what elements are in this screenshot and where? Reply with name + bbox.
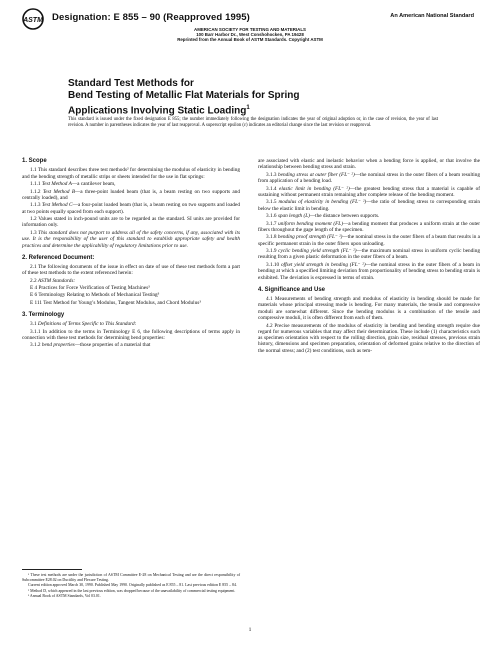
definition: 3.1.6 span length (L)—the distance between supports. [266, 213, 380, 220]
paragraph: 1.2 Values stated in inch-pound units are to be regarded as the standard. SI units are provided for information only. [22, 216, 240, 229]
section-heading: 2. Referenced Document: [22, 254, 95, 261]
publisher-line: 100 Barr Harbor Dr., West Conshohocken, PA 19428 [196, 32, 304, 38]
definition: 3.1.5 modulus of elasticity in bending (FL⁻ ²)—the ratio of bending stress to corresponding strain below the elastic limit in bending. [258, 199, 480, 212]
definition: 3.1.10 offset yield strength in bending (FL⁻ ²)—the nominal stress in the outer fibers of a beam in bending at which a specified limiting deviation from proportionality of bending stress to bending strain is exhibited. The deviation is expressed in terms of strain. [258, 261, 481, 281]
national-standard-label: An American National Standard [390, 13, 474, 19]
reference-item: E 4 Practices for Force Verification of Testing Machines³ [30, 285, 150, 292]
section-heading: 3. Terminology [22, 311, 65, 318]
publisher-info [0, 27, 500, 43]
title-line: Standard Test Methods for [68, 78, 194, 89]
definition: 3.1.9 cyclic bending yield strength (FL⁻ ²)—the maximum nominal stress in uniform cyclic bending resulting from a given plastic deformation in the outer fibers of a beam. [258, 248, 480, 261]
page-number: 1 [248, 627, 252, 633]
reference-item: E 111 Test Method for Young’s Modulus, Tangent Modulus, and Chord Modulus³ [30, 299, 201, 306]
paragraph: 4.2 Precise measurements of the modulus of elasticity in bending and bending strength require due regard for numerous variables that may affect their determination. These include (1) characteristics such as specimen orientation with respect to the rolling direction, grain size, residual stresses, previous strain history, dimensions and specimen preparation, orientation of deformed grains relative to the direction of the normal stress; and (2) test conditions, such as tem- [258, 322, 480, 354]
paragraph: 1.1.3 Test Method C—a four-point loaded beam (that is, a beam resting on two supports and loaded at two points equally spaced from each support). [22, 202, 240, 215]
footnote: Current edition approved March 30, 1990. Published May 1990. Originally published as E 855 – 81. Last previous edition E 855 – 84. [28, 583, 237, 588]
paragraph: 2.2 ASTM Standards: [30, 277, 76, 284]
paragraph: 1.1.1 Test Method A—a cantilever beam, [30, 181, 116, 188]
section-heading: 4. Significance and Use [258, 286, 326, 293]
document-title [68, 78, 448, 117]
title-footnote-mark: 1 [246, 105, 250, 111]
designation: Designation: E 855 – 90 (Reapproved 1995) [52, 12, 250, 23]
section-heading: 1. Scope [22, 158, 47, 164]
footnote: ³ Annual Book of ASTM Standards, Vol 03.01. [28, 594, 101, 599]
paragraph: 3.1.1 In addition to the terms in Terminology E 6, the following descriptions of terms apply in connection with these test methods for determining bend properties: [22, 328, 240, 341]
intro-notice: This standard is issued under the fixed designation E 855; the number immediately following the designation indicates the year of original adoption or, in the case of revision, the year of last revision. A number in parentheses indicates the year of last reapproval. A superscript epsilon (ε) indicates an editorial change since the last revision or reapproval. [68, 117, 438, 128]
publisher-line: AMERICAN SOCIETY FOR TESTING AND MATERIALS [194, 27, 306, 32]
paragraph: 3.1 Definitions of Terms Specific to This Standard: [30, 321, 137, 328]
definition: 3.1.4 elastic limit in bending (FL⁻ ²)—the greatest bending stress that a material is capable of sustaining without permanent strain remaining after complete release of the bending moment. [258, 185, 481, 198]
paragraph: 1.3 This standard does not purport to address all of the safety concerns, if any, associated with its use. It is the responsibility of the user of this standard to establish appropriate safety and health practices and determine the applicability of regulatory limitations prior to use. [22, 229, 240, 249]
definition: 3.1.3 bending stress at outer fiber (FL⁻ ²)—the nominal stress in the outer fibers of a beam resulting from application of a bending load. [258, 171, 481, 185]
left-column [22, 158, 240, 350]
paragraph: 3.1.2 bend properties—those properties of a material that [30, 342, 151, 349]
footnote: ² Method D, which appeared in the last previous edition, was dropped because of the unavailability of commercial testing equipment. [28, 588, 236, 593]
right-column [258, 158, 480, 355]
paragraph: 4.1 Measurements of bending strength and modulus of elasticity in bending should be made for materials whose principal stressing mode is bending. For many materials, the tensile and compressive moduli are somewhat different. Since the bending modulus is a combination of the tensile and compressive moduli, it is often different from each of them. [258, 296, 480, 322]
svg-text:ASTM: ASTM [23, 17, 43, 24]
paragraph: are associated with elastic and inelastic behavior when a bending force is applied, or that involve the relationship between bending stress and strain. [258, 158, 480, 171]
paragraph: 2.1 The following documents of the issue in effect on date of use of these test methods form a part of these test methods to the extent referenced herein: [22, 264, 240, 277]
footnote: ¹ These test methods are under the jurisdiction of ASTM Committee E-28 on Mechanical Testing and are the direct responsibility of Subcommittee E28.02 on Ductility and Flexure Testing. [22, 573, 240, 582]
reference-item: E 6 Terminology Relating to Methods of Mechanical Testing³ [30, 292, 160, 299]
paragraph: 1.1.2 Test Method B—a three-point loaded beam (that is, a beam resting on two supports and centrally loaded), and [22, 188, 241, 201]
definition: 3.1.7 uniform bending moment (FL)—a bending moment that produces a uniform strain at the outer fibers throughout the gage length of the specimen. [258, 220, 481, 233]
footnotes [22, 573, 240, 600]
title-line: Bend Testing of Metallic Flat Materials for Spring [68, 90, 300, 101]
paragraph: 1.1 This standard describes three test methods² for determining the modulus of elasticity in bending and the bending strength of metallic strips or sheets intended for the use in flat springs: [22, 167, 240, 180]
publisher-line: Reprinted from the Annual Book of ASTM Standards. Copyright ASTM [177, 37, 323, 43]
title-line [68, 102, 448, 117]
definition: 3.1.8 bending proof strength (FL⁻ ²)—the nominal stress in the outer fibers of a beam that results in a specific permanent strain in the outer fibers upon unloading. [258, 234, 481, 247]
footnote-divider [22, 569, 82, 570]
title-line-text: Applications Involving Static Loading [68, 105, 247, 117]
